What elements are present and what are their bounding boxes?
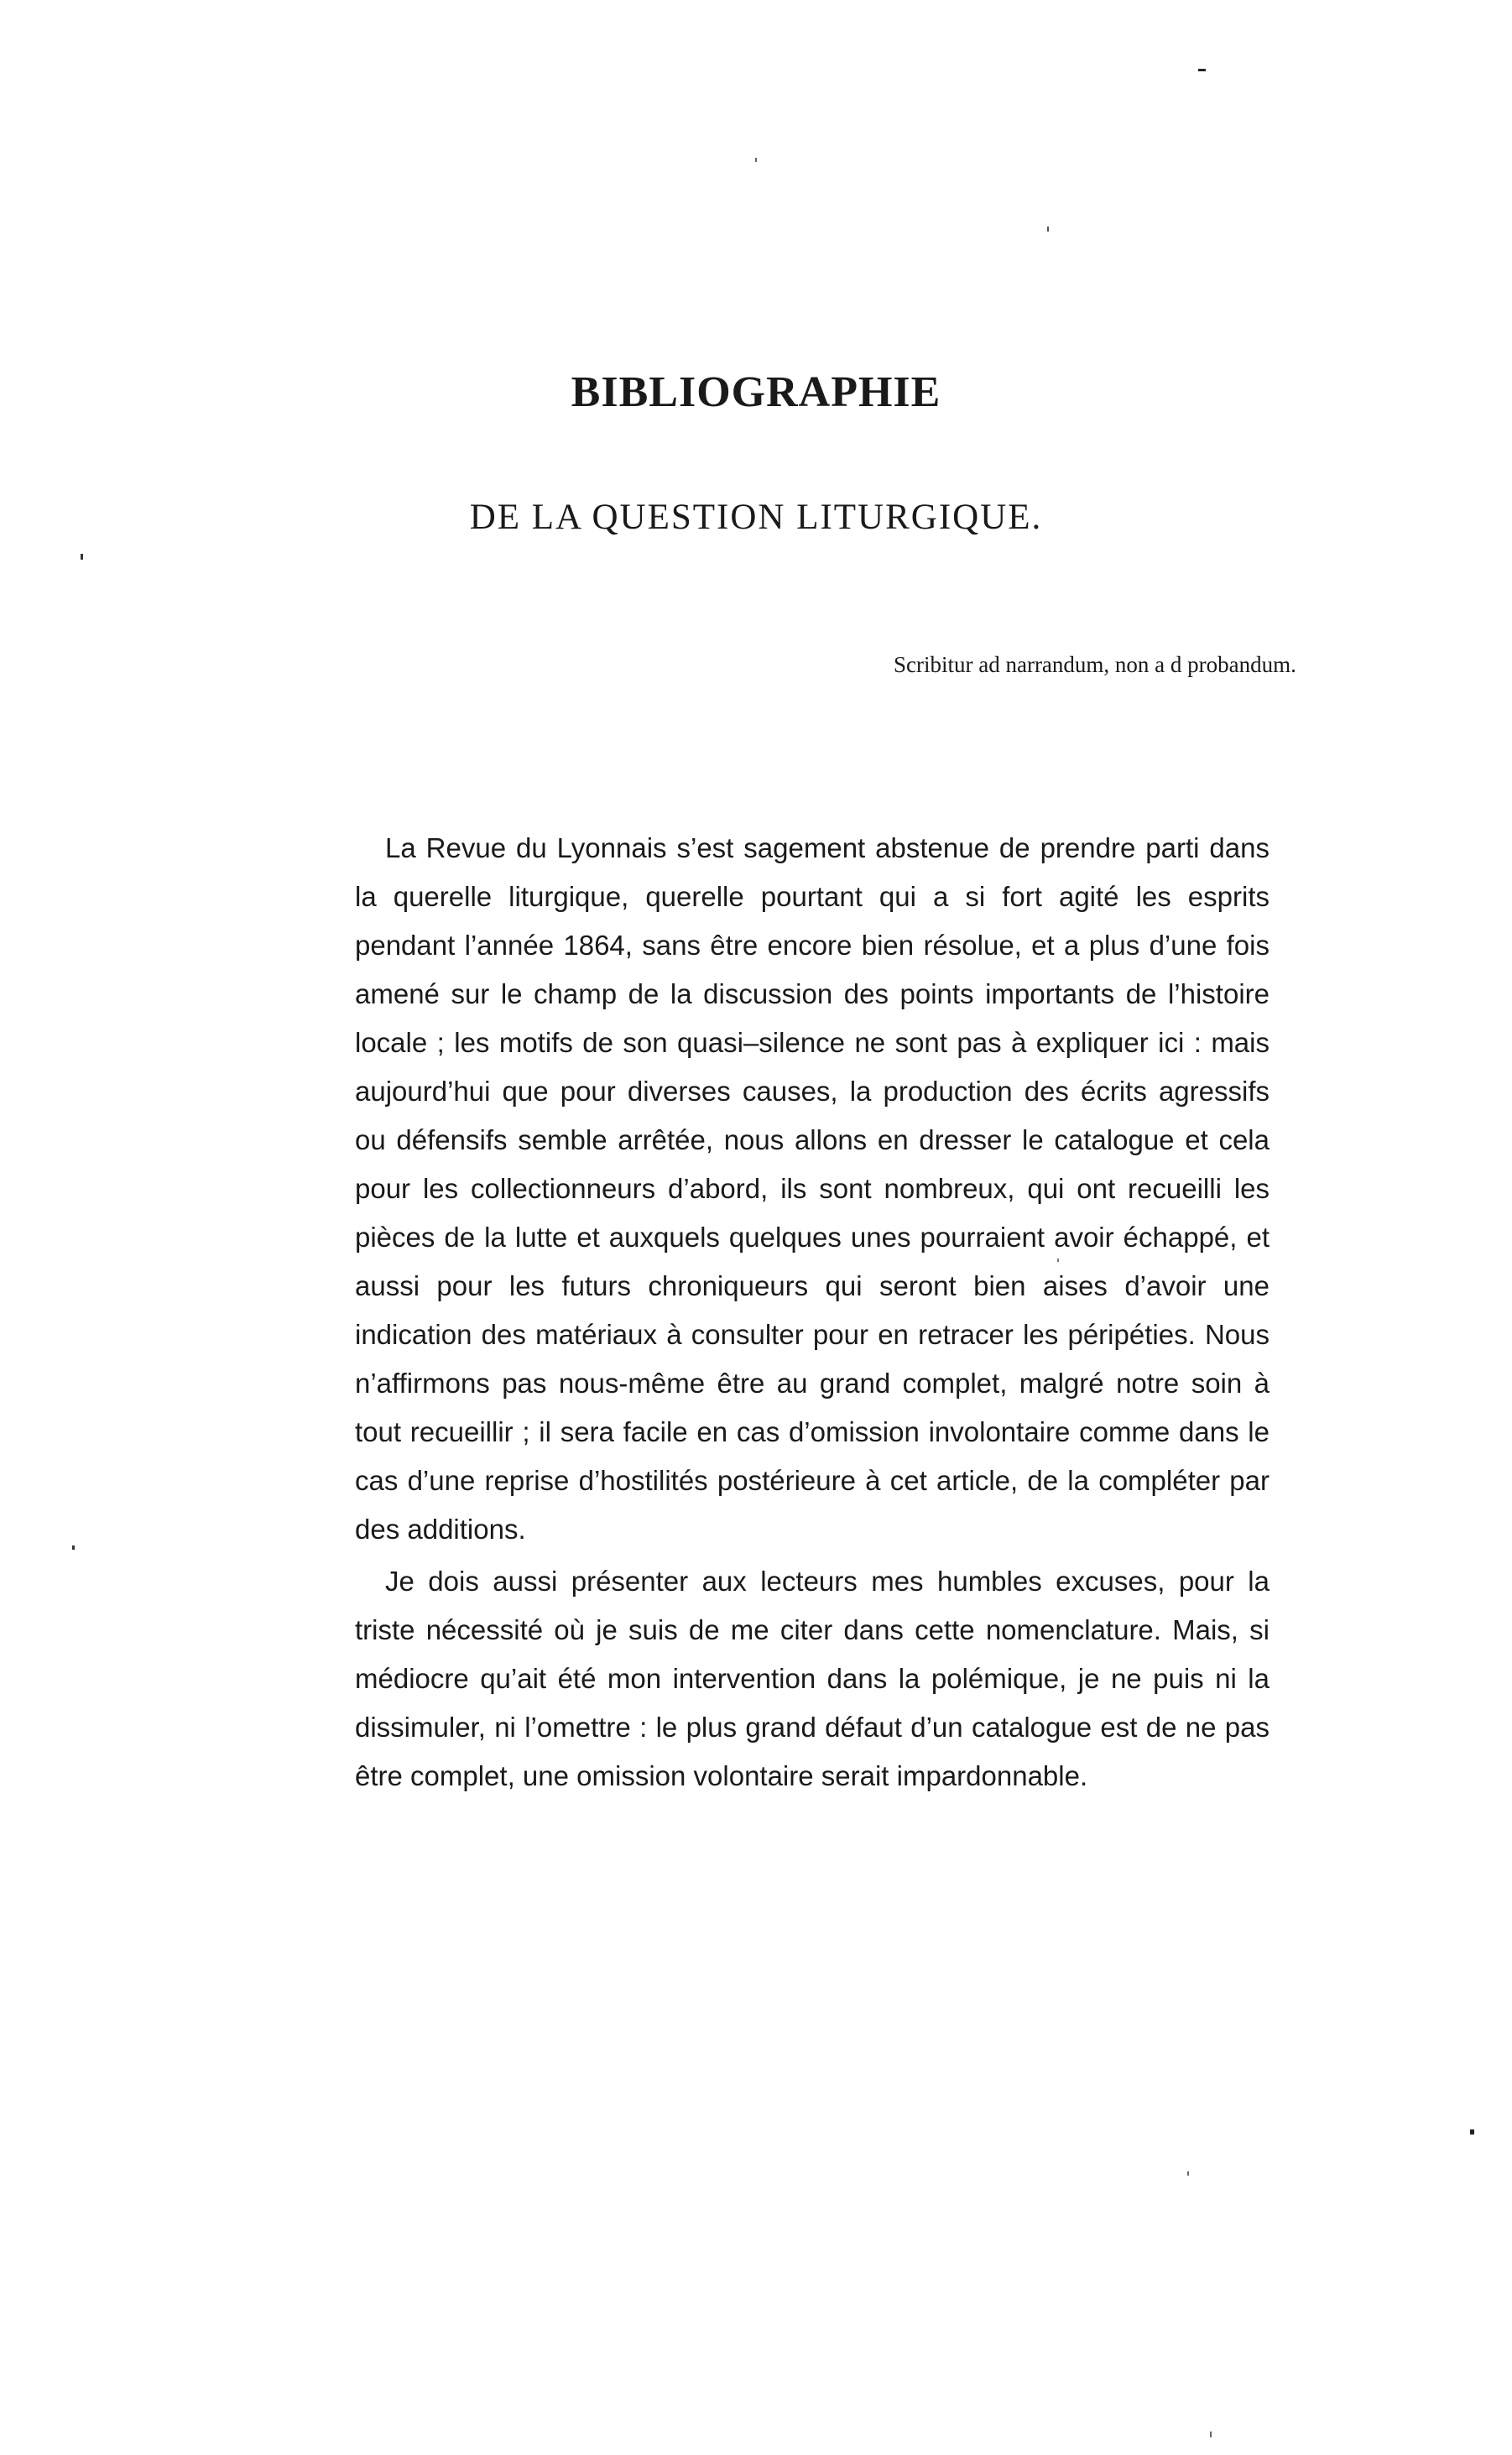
page-subtitle: DE LA QUESTION LITURGIQUE. [469,498,1043,537]
page-title: BIBLIOGRAPHIE [571,368,941,416]
epigraph: Scribitur ad narrandum, non a d probandum. [894,652,1296,677]
paragraph-2: Je dois aussi présenter aux lecteurs mes humbles excuses, pour la triste nécessité où je suis de me citer dans cette nomenclature. Mais, si médiocre qu’ait été mon intervention dans la polémique, je ne puis ni la dissimuler, ni l’omettre : le plus grand défaut d’un catalogue est de ne pas être complet, une omission volontaire serait impardonnable. [355,1566,1270,1791]
paragraph-1: La Revue du Lyonnais s’est sagement abstenue de prendre parti dans la querelle liturgique, querelle pourtant qui a si fort agité les esprits pendant l’année 1864, sans être encore bien résolue, et a plus d’une fois amené sur le champ de la discussion des points importants de l’histoire locale ; les motifs de son quasi–silence ne sont pas à expliquer ici : mais aujourd’hui que pour diverses causes, la production des écrits agressifs ou défensifs semble arrêtée, nous allons en dresser le catalogue et cela pour les collectionneurs d’abord, ils sont nombreux, qui ont recueilli les pièces de la lutte et auxquels quelques unes pourraient avoir échappé, et aussi pour les futurs chroniqueurs qui seront bien aises d’avoir une indication des matériaux à consulter pour en retracer les péripéties. Nous n’affirmons pas nous-même être au grand complet, malgré notre soin à tout recueillir ; il sera facile en cas d’omission involontaire comme dans le cas d’une reprise d’hostilités postérieure à cet article, de la compléter par des additions. [355,832,1270,1545]
body-text [355,824,1270,1801]
